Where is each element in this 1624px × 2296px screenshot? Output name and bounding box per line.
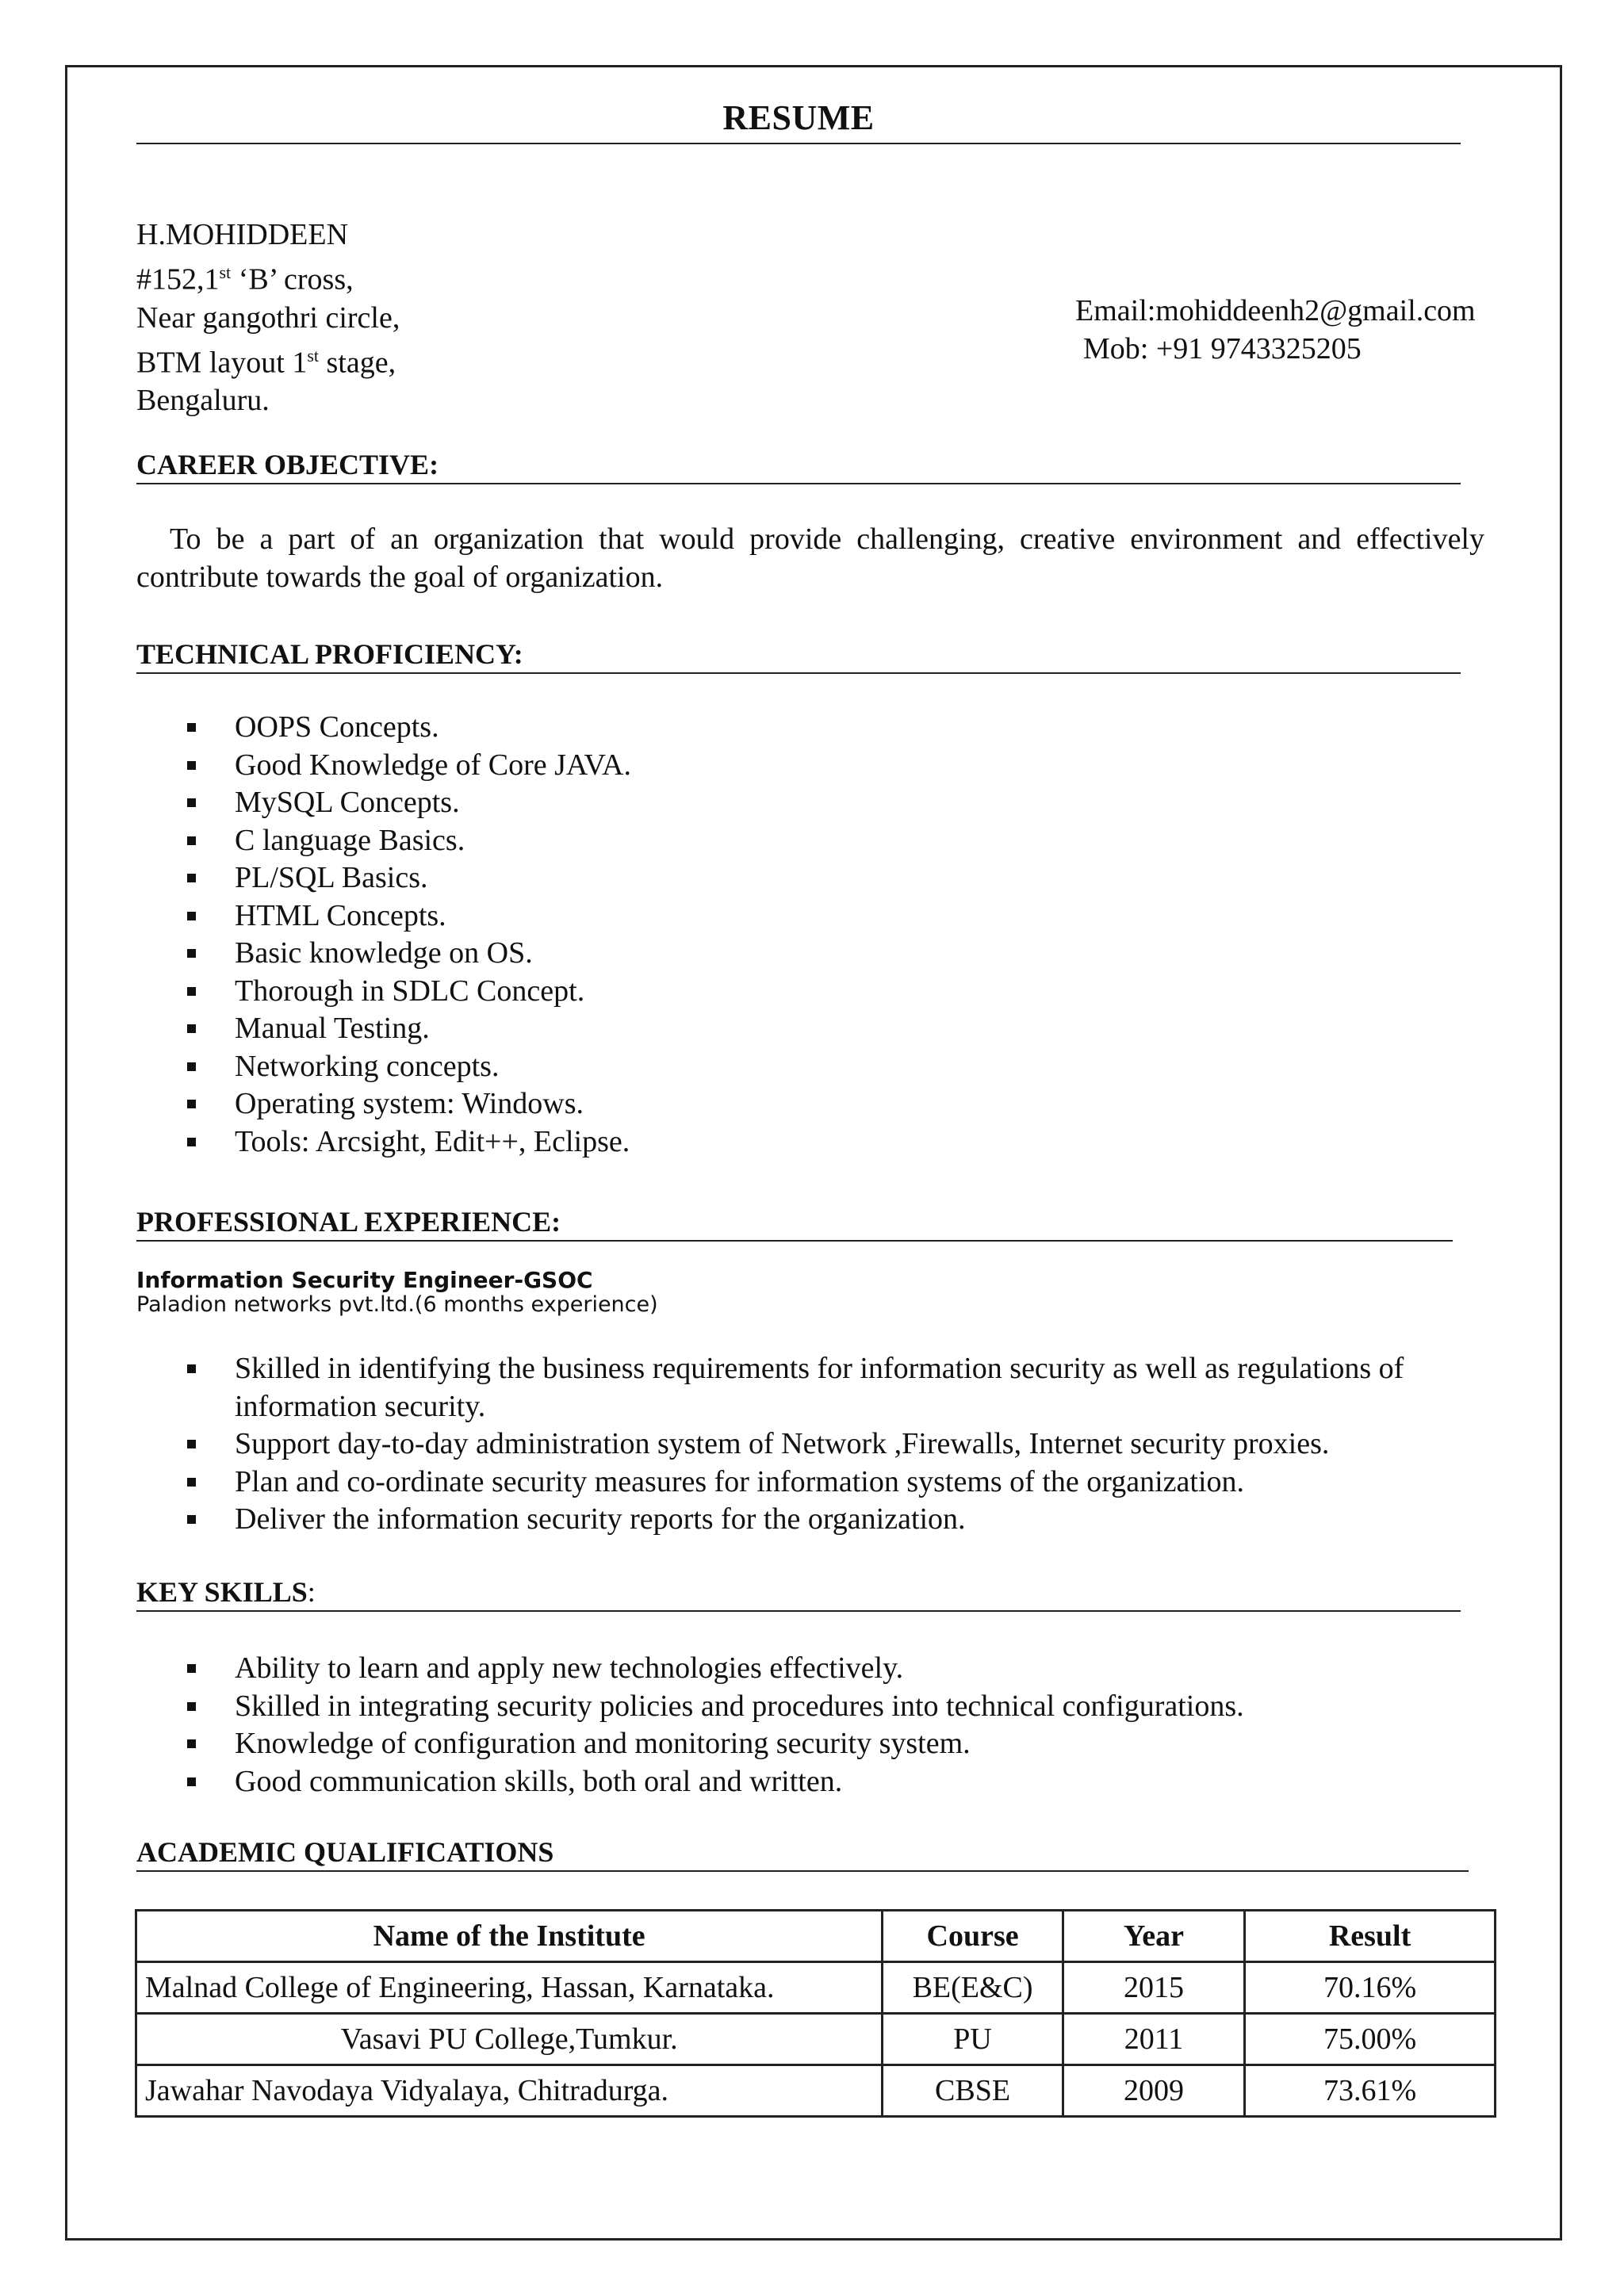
list-item: Networking concepts.: [136, 1048, 1484, 1086]
list-item: C language Basics.: [136, 822, 1484, 860]
column-header: Year: [1063, 1911, 1244, 1962]
professional-experience-heading: PROFESSIONAL EXPERIENCE:: [136, 1203, 1453, 1242]
contact-block: [1075, 292, 1476, 368]
job-title: Information Security Engineer-GSOC: [136, 1267, 593, 1293]
bullet-icon: [187, 1478, 196, 1487]
table-row: [136, 1962, 1496, 2014]
list-item: MySQL Concepts.: [136, 784, 1484, 822]
list-item: Skilled in identifying the business requirements for information security as well as regulations of information security.: [136, 1350, 1516, 1425]
professional-experience-list: [136, 1350, 1516, 1539]
email-text: Email:mohiddeenh2@gmail.com: [1075, 294, 1476, 327]
bullet-icon: [187, 912, 196, 920]
year-cell: 2009: [1063, 2065, 1244, 2117]
technical-proficiency-heading: TECHNICAL PROFICIENCY:: [136, 636, 1461, 674]
result-cell: 70.16%: [1245, 1962, 1496, 2014]
bullet-icon: [187, 1777, 196, 1786]
course-cell: CBSE: [883, 2065, 1063, 2117]
list-item: OOPS Concepts.: [136, 709, 1484, 747]
year-cell: 2011: [1063, 2014, 1244, 2065]
list-item: Skilled in integrating security policies and procedures into technical configurations.: [136, 1688, 1516, 1726]
bullet-icon: [187, 874, 196, 882]
list-item: HTML Concepts.: [136, 897, 1484, 936]
course-cell: BE(E&C): [883, 1962, 1063, 2014]
address-line-4: Bengaluru.: [136, 384, 270, 418]
bullet-icon: [187, 1138, 196, 1146]
bullet-icon: [187, 1515, 196, 1524]
bullet-icon: [187, 1100, 196, 1108]
address-line-3: BTM layout 1st stage,: [136, 345, 396, 380]
list-item: Thorough in SDLC Concept.: [136, 973, 1484, 1011]
technical-proficiency-list: [136, 709, 1484, 1161]
list-item: Good communication skills, both oral and written.: [136, 1763, 1516, 1801]
result-cell: 75.00%: [1245, 2014, 1496, 2065]
bullet-icon: [187, 1702, 196, 1711]
list-item: Tools: Arcsight, Edit++, Eclipse.: [136, 1123, 1484, 1161]
year-cell: 2015: [1063, 1962, 1244, 2014]
table-row: [136, 2014, 1496, 2065]
academic-qualifications-heading: ACADEMIC QUALIFICATIONS: [136, 1834, 1469, 1872]
institute-cell: Malnad College of Engineering, Hassan, Karnataka.: [136, 1962, 883, 2014]
column-header: Name of the Institute: [136, 1911, 883, 1962]
bullet-icon: [187, 1739, 196, 1748]
institute-cell: Jawahar Navodaya Vidyalaya, Chitradurga.: [136, 2065, 883, 2117]
list-item: Manual Testing.: [136, 1010, 1484, 1048]
resume-title: RESUME: [136, 94, 1461, 144]
job-company: Paladion networks pvt.ltd.(6 months experience): [136, 1292, 658, 1317]
list-item: Good Knowledge of Core JAVA.: [136, 747, 1484, 785]
institute-cell: Vasavi PU College,Tumkur.: [136, 2014, 883, 2065]
mobile-text: Mob: +91 9743325205: [1083, 332, 1362, 365]
list-item: Basic knowledge on OS.: [136, 935, 1484, 973]
table-header-row: [136, 1911, 1496, 1962]
career-objective-text: To be a part of an organization that would provide challenging, creative environment and effectively contribute towards the goal of organization.: [136, 522, 1484, 594]
course-cell: PU: [883, 2014, 1063, 2065]
address-line-1: #152,1st ‘B’ cross,: [136, 262, 354, 297]
result-cell: 73.61%: [1245, 2065, 1496, 2117]
list-item: Deliver the information security reports for the organization.: [136, 1501, 1516, 1539]
list-item: Ability to learn and apply new technologies effectively.: [136, 1650, 1516, 1688]
address-line-2: Near gangothri circle,: [136, 300, 400, 335]
career-objective-heading: CAREER OBJECTIVE:: [136, 446, 1461, 484]
academic-table: [135, 1909, 1496, 2118]
column-header: Course: [883, 1911, 1063, 1962]
key-skills-list: [136, 1650, 1516, 1800]
bullet-icon: [187, 798, 196, 807]
bullet-icon: [187, 987, 196, 996]
list-item: Operating system: Windows.: [136, 1085, 1484, 1123]
list-item: Plan and co-ordinate security measures for information systems of the organization.: [136, 1464, 1516, 1502]
key-skills-heading: KEY SKILLS:: [136, 1574, 1461, 1612]
column-header: Result: [1245, 1911, 1496, 1962]
address-block: [136, 216, 400, 419]
bullet-icon: [187, 761, 196, 770]
bullet-icon: [187, 1062, 196, 1071]
bullet-icon: [187, 723, 196, 732]
list-item: Knowledge of configuration and monitoring security system.: [136, 1725, 1516, 1763]
bullet-icon: [187, 1664, 196, 1673]
bullet-icon: [187, 1440, 196, 1448]
bullet-icon: [187, 949, 196, 958]
list-item: PL/SQL Basics.: [136, 859, 1484, 897]
bullet-icon: [187, 1364, 196, 1373]
candidate-name: H.MOHIDDEEN: [136, 218, 349, 251]
list-item: Support day-to-day administration system of Network ,Firewalls, Internet security proxies.: [136, 1425, 1516, 1464]
table-row: [136, 2065, 1496, 2117]
bullet-icon: [187, 1024, 196, 1033]
bullet-icon: [187, 836, 196, 845]
